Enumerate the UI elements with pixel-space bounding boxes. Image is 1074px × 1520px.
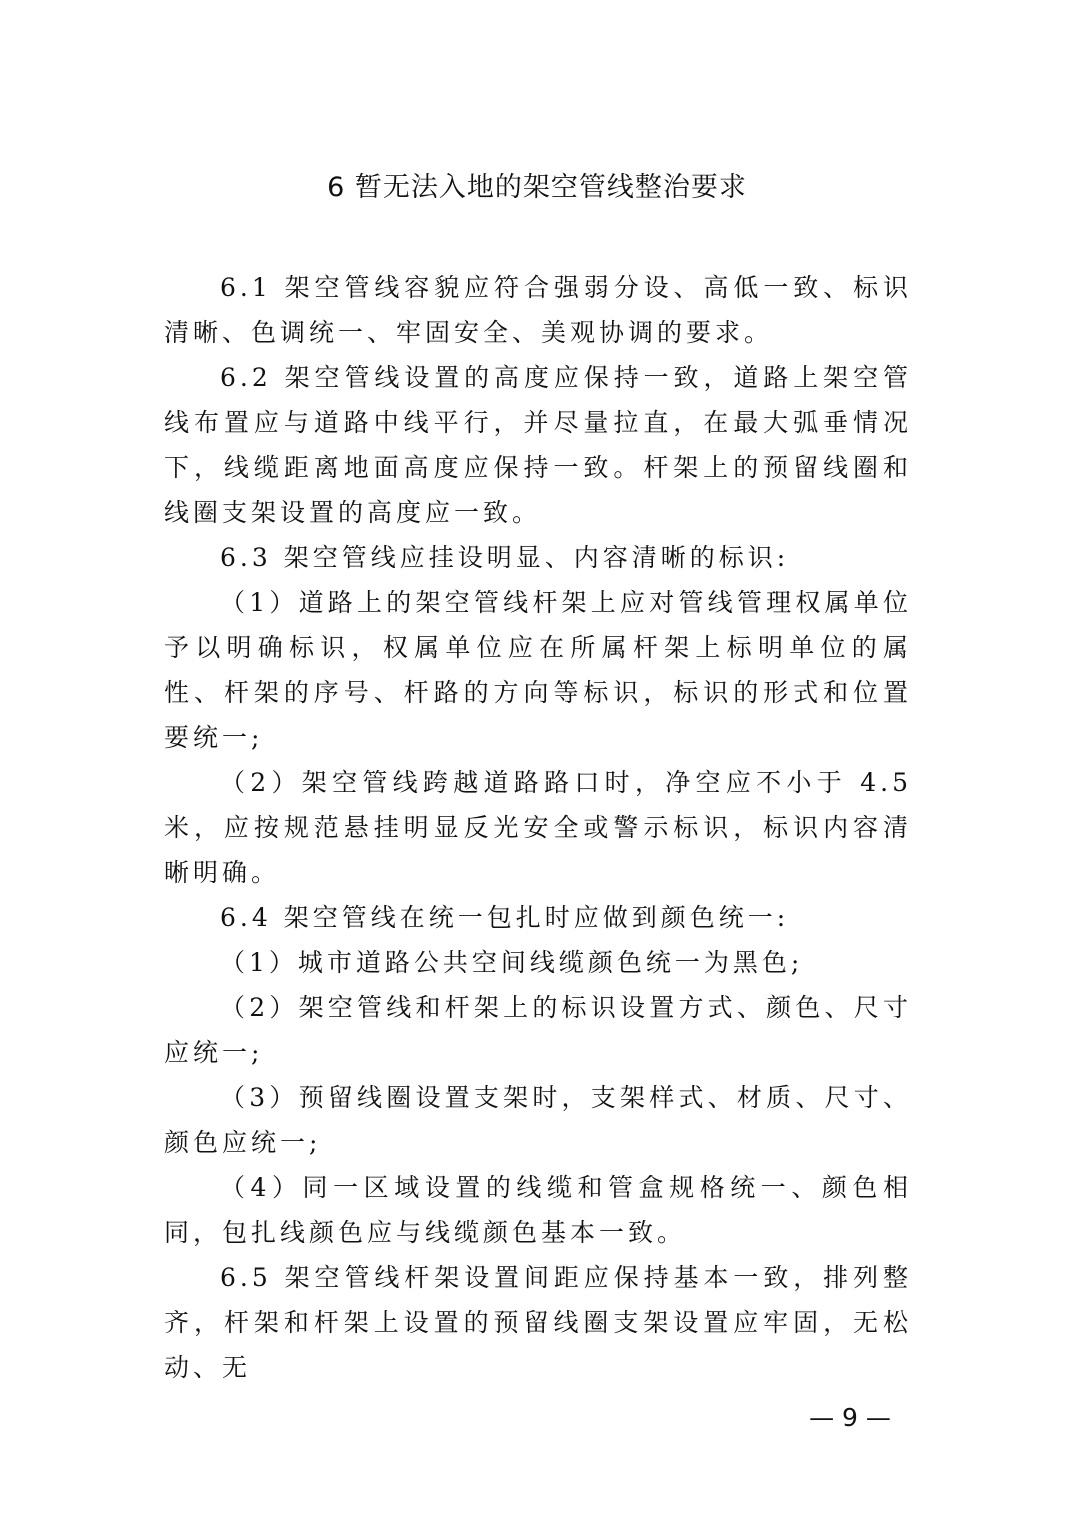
paragraph-6-4: 6.4 架空管线在统一包扎时应做到颜色统一:: [220, 903, 790, 932]
section-title: 6 暂无法入地的架空管线整治要求: [327, 172, 747, 203]
paragraph-6-3-item-2: （2）架空管线跨越道路路口时，净空应不小于 4.5 米，应按规范悬挂明显反光安全或警示标识，标识内容清晰明确。: [164, 768, 912, 887]
paragraph-6-3: 6.3 架空管线应挂设明显、内容清晰的标识:: [220, 543, 790, 572]
paragraph-6-4-item-4: （4）同一区域设置的线缆和管盒规格统一、颜色相同，包扎线颜色应与线缆颜色基本一致。: [164, 1173, 912, 1247]
page-number: — 9 —: [809, 1403, 891, 1432]
paragraph-6-5: 6.5 架空管线杆架设置间距应保持基本一致，排列整齐，杆架和杆架上设置的预留线圈支架设置应牢固，无松动、无: [164, 1263, 912, 1382]
paragraph-6-3-item-1: （1）道路上的架空管线杆架上应对管线管理权属单位予以明确标识，权属单位应在所属杆架上标明单位的属性、杆架的序号、杆路的方向等标识，标识的形式和位置要统一;: [164, 588, 912, 752]
paragraph-6-4-item-3: （3）预留线圈设置支架时，支架样式、材质、尺寸、颜色应统一;: [164, 1083, 912, 1157]
paragraph-6-4-item-1: （1）城市道路公共空间线缆颜色统一为黑色;: [220, 948, 804, 977]
paragraph-6-2: 6.2 架空管线设置的高度应保持一致，道路上架空管线布置应与道路中线平行，并尽量拉直，在最大弧垂情况下，线缆距离地面高度应保持一致。杆架上的预留线圈和线圈支架设置的高度应一致。: [164, 363, 912, 527]
document-body: [164, 265, 912, 1390]
paragraph-6-4-item-2: （2）架空管线和杆架上的标识设置方式、颜色、尺寸应统一;: [164, 993, 912, 1067]
paragraph-6-1: 6.1 架空管线容貌应符合强弱分设、高低一致、标识清晰、色调统一、牢固安全、美观协调的要求。: [164, 273, 912, 347]
